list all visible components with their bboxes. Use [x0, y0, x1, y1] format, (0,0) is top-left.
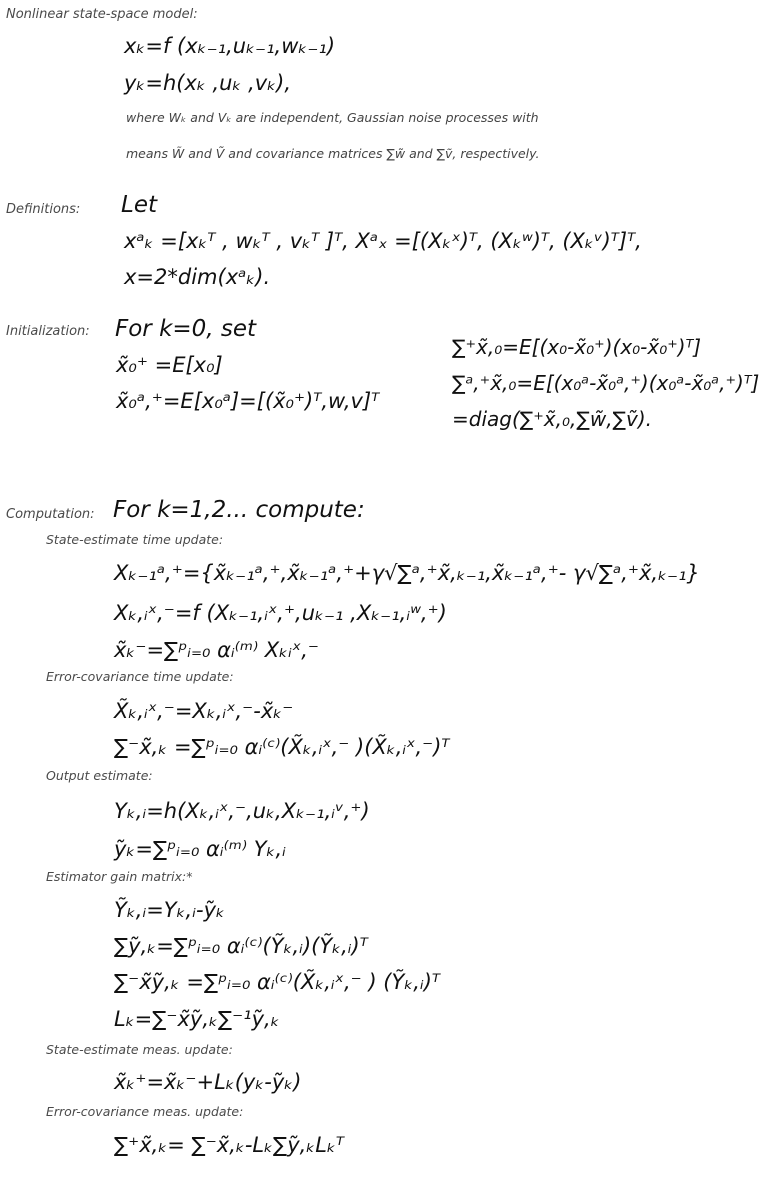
definitions-label: Definitions: — [6, 202, 81, 217]
state-time-update-label: State-estimate time update: — [46, 532, 224, 547]
state-equation: xₖ=f (xₖ₋₁,uₖ₋₁,wₖ₋₁) — [124, 34, 336, 58]
initial-covariance-diag: =diag(∑⁺x̃,₀,∑w̃,∑ṽ). — [452, 407, 653, 431]
gain-matrix-label: Estimator gain matrix:* — [46, 869, 193, 884]
state-prediction-equation: x̃ₖ⁻=∑ᵖᵢ₌₀ αᵢ⁽ᵐ⁾ Xₖᵢˣ,⁻ — [114, 638, 319, 662]
computation-label: Computation: — [6, 507, 95, 522]
augmented-state-definition: xᵃₖ =[xₖᵀ , wₖᵀ , vₖᵀ ]ᵀ, Xᵃₓ =[(Xₖˣ)ᵀ, (Xₖʷ)ᵀ, (Xₖᵛ)ᵀ]ᵀ, — [124, 229, 642, 253]
output-estimate-label: Output estimate: — [46, 768, 153, 783]
predicted-covariance-equation: ∑⁻x̃,ₖ =∑ᵖᵢ₌₀ αᵢ⁽ᶜ⁾(X̃ₖ,ᵢˣ,⁻ )(X̃ₖ,ᵢˣ,⁻)ᵀ — [114, 735, 450, 759]
model-heading: Nonlinear state-space model: — [6, 7, 198, 22]
state-measurement-update-equation: x̃ₖ⁺=x̃ₖ⁻+Lₖ(yₖ-ỹₖ) — [114, 1070, 302, 1094]
dimension-definition: x=2*dim(xᵃₖ). — [124, 265, 271, 289]
cross-covariance-equation: ∑⁻x̃ỹ,ₖ =∑ᵖᵢ₌₀ αᵢ⁽ᶜ⁾(X̃ₖ,ᵢˣ,⁻ ) (Ỹₖ,ᵢ)ᵀ — [114, 970, 440, 994]
initial-augmented-mean: x̃₀ᵃ,⁺=E[x₀ᵃ]=[(x̃₀⁺)ᵀ,w,v]ᵀ — [116, 389, 380, 413]
covariance-measurement-update-label: Error-covariance meas. update: — [46, 1104, 244, 1119]
definitions-let: Let — [121, 192, 157, 218]
initial-state-covariance: ∑⁺x̃,₀=E[(x₀-x̃₀⁺)(x₀-x̃₀⁺)ᵀ] — [452, 335, 702, 359]
covariance-measurement-update-equation: ∑⁺x̃,ₖ= ∑⁻x̃,ₖ-Lₖ∑ỹ,ₖLₖᵀ — [114, 1133, 344, 1157]
initialization-lead: For k=0, set — [115, 316, 257, 342]
noise-note-line-2: means W̃ and Ṽ and covariance matrices ∑w̃ and ∑ṽ, respectively. — [126, 146, 540, 161]
sigma-points-equation: Xₖ₋₁ᵃ,⁺={x̃ₖ₋₁ᵃ,⁺,x̃ₖ₋₁ᵃ,⁺+γ√∑ᵃ,⁺x̃,ₖ₋₁,x̃ₖ₋₁ᵃ,⁺- γ√∑ᵃ,⁺x̃,ₖ₋₁} — [114, 561, 700, 585]
covariance-time-update-label: Error-covariance time update: — [46, 669, 234, 684]
computation-lead: For k=1,2... compute: — [113, 497, 365, 523]
initialization-label: Initialization: — [6, 324, 90, 339]
output-deviation-equation: Ỹₖ,ᵢ=Yₖ,ᵢ-ỹₖ — [114, 898, 225, 922]
sigma-output-equation: Yₖ,ᵢ=h(Xₖ,ᵢˣ,⁻,uₖ,Xₖ₋₁,ᵢᵛ,⁺) — [114, 799, 370, 823]
initial-augmented-covariance: ∑ᵃ,⁺x̃,₀=E[(x₀ᵃ-x̃₀ᵃ,⁺)(x₀ᵃ-x̃₀ᵃ,⁺)ᵀ] — [452, 371, 759, 395]
state-measurement-update-label: State-estimate meas. update: — [46, 1042, 233, 1057]
output-prediction-equation: ỹₖ=∑ᵖᵢ₌₀ αᵢ⁽ᵐ⁾ Yₖ,ᵢ — [114, 837, 286, 861]
initial-state-mean: x̃₀⁺ =E[x₀] — [116, 353, 223, 377]
noise-note-line-1: where Wₖ and Vₖ are independent, Gaussian noise processes with — [126, 110, 539, 125]
sigma-propagation-equation: Xₖ,ᵢˣ,⁻=f (Xₖ₋₁,ᵢˣ,⁺,uₖ₋₁ ,Xₖ₋₁,ᵢʷ,⁺) — [114, 601, 447, 625]
kalman-gain-equation: Lₖ=∑⁻x̃ỹ,ₖ∑⁻¹ỹ,ₖ — [114, 1007, 280, 1031]
output-equation: yₖ=h(xₖ ,uₖ ,vₖ), — [124, 71, 292, 95]
output-covariance-equation: ∑ỹ,ₖ=∑ᵖᵢ₌₀ αᵢ⁽ᶜ⁾(Ỹₖ,ᵢ)(Ỹₖ,ᵢ)ᵀ — [114, 934, 368, 958]
state-deviation-equation: X̃ₖ,ᵢˣ,⁻=Xₖ,ᵢˣ,⁻-x̃ₖ⁻ — [114, 699, 294, 723]
